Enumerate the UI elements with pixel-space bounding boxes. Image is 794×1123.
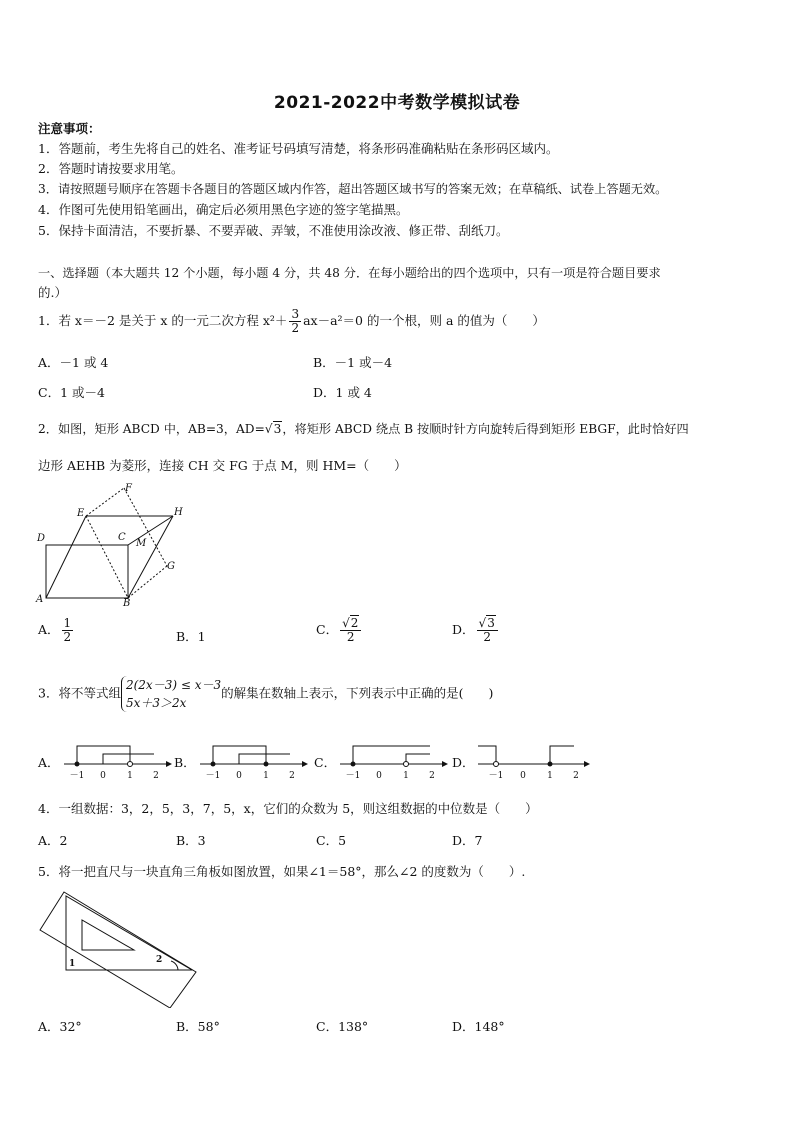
svg-text:0: 0 [376,771,382,781]
q4-option-c[interactable]: C．5 [316,833,347,848]
q5-option-d[interactable]: D．148° [452,1019,505,1034]
q1-option-d[interactable]: D．1 或 4 [313,385,372,400]
q5-figure [36,890,198,1008]
q3-option-c-label[interactable]: C． [314,755,337,770]
notice-heading: 注意事项： [38,121,101,136]
question-2-stem-cont: 边形 AEHB 为菱形，连接 CH 交 FG 于点 M，则 HM=（ ） [38,458,407,473]
svg-text:1: 1 [263,771,269,781]
label-m: M [136,538,147,549]
q3-numberline-c [338,740,448,782]
svg-text:－1: －1 [345,771,361,781]
q3-numberline-a [62,740,172,782]
segment-eb [86,516,128,598]
segment-gb [128,566,167,598]
svg-text:2: 2 [289,771,295,781]
svg-text:0: 0 [100,771,106,781]
q2-option-b[interactable]: B．1 [176,629,206,644]
label-g: G [167,561,175,572]
notice-item: 5．保持卡面清洁，不要折暴、不要弄破、弄皱，不准使用涂改液、修正带、刮纸刀。 [38,223,509,238]
svg-text:2: 2 [429,771,435,781]
svg-text:1: 1 [403,771,409,781]
inequality-system: 2(2x－3) ≤ x－3 5x＋3＞2x [121,676,221,712]
q2-option-d[interactable]: D． $\frac{√3}{2}$ [452,617,500,644]
segment-fg [124,488,167,566]
q2-option-a[interactable]: A． $\frac{1}{2}$ [38,616,72,644]
notice-item: 3．请按照题号顺序在答题卡各题目的答题区域内作答，超出答题区域书写的答案无效；在草稿纸、试卷上答题无效。 [38,182,668,196]
q2-option-c[interactable]: C． $\frac{√2}{2}$ [316,617,363,644]
label-h: H [174,507,183,518]
segment-ch [128,516,173,545]
q3-option-a-label[interactable]: A． [38,755,60,770]
q4-option-a[interactable]: A．2 [38,833,68,848]
notice-item: 1．答题前，考生先将自己的姓名、准考证号码填写清楚，将条形码准确粘贴在条形码区域内。 [38,141,559,156]
question-5-stem: 5．将一把直尺与一块直角三角板如图放置，如果∠1＝58°，那么∠2 的度数为（ ）. [38,864,526,879]
question-4-stem: 4．一组数据：3，2，5，3，7，5，x，它们的众数为 5，则这组数据的中位数是（ ） [38,801,538,816]
segment-hb [128,516,173,598]
notice-item: 2．答题时请按要求用笔。 [38,161,184,176]
segment-ef [86,488,124,516]
q1-option-c[interactable]: C．1 或－4 [38,385,105,400]
svg-text:0: 0 [236,771,242,781]
section-heading-cont: 的.） [38,285,67,300]
notice-item: 4．作图可先使用铅笔画出，确定后必须用黑色字迹的签字笔描黑。 [38,202,409,217]
svg-text:－1: －1 [488,771,504,781]
q1-option-a[interactable]: A．－1 或 4 [38,355,109,370]
q1-option-b[interactable]: B．－1 或－4 [313,355,393,370]
angle-1-label: 1 [69,959,76,969]
q3-numberline-d [476,740,592,782]
triangle-inner [82,920,134,950]
label-b: B [123,598,131,608]
triangle-outer [66,896,192,970]
angle-2-label: 2 [156,955,163,965]
q5-option-b[interactable]: B．58° [176,1019,220,1034]
label-d: D [37,533,46,544]
label-e: E [77,508,85,519]
question-3-stem: 3．将不等式组 2(2x－3) ≤ x－3 5x＋3＞2x 的解集在数轴上表示，下列表示中正确的是( ) [38,678,494,710]
svg-text:－1: －1 [205,771,221,781]
page-title: 2021-2022中考数学模拟试卷 [273,93,521,113]
svg-text:2: 2 [153,771,159,781]
q5-option-c[interactable]: C．138° [316,1019,369,1034]
section-heading: 一、选择题（本大题共 12 个小题，每小题 4 分，共 48 分．在每小题给出的四个选项中，只有一项是符合题目要求 [38,266,661,280]
q3-option-b-label[interactable]: B． [174,755,196,770]
q2-figure [34,478,184,608]
rectangle-abcd [46,545,128,598]
svg-text:1: 1 [547,771,553,781]
segment-ae [46,516,86,598]
svg-text:2: 2 [573,771,579,781]
q4-option-d[interactable]: D．7 [452,833,483,848]
svg-text:1: 1 [127,771,133,781]
label-f: F [125,483,132,494]
angle-2-arc [171,961,178,970]
q4-option-b[interactable]: B．3 [176,833,206,848]
q3-numberline-b [198,740,308,782]
question-2-stem: 2．如图，矩形 ABCD 中，AB=3，AD=√3，将矩形 ABCD 绕点 B 按顺时针方向旋转后得到矩形 EBGF，此时恰好四 [38,422,689,436]
label-a: A [36,594,44,605]
fraction: $\frac{3}{2}$ [291,307,300,335]
svg-text:0: 0 [520,771,526,781]
svg-text:－1: －1 [69,771,85,781]
question-1-stem: 1．若 x＝－2 是关于 x 的一元二次方程 x²＋ $\frac{3}{2}$ ax－a²＝0 的一个根，则 a 的值为（ ） [38,307,545,335]
label-c: C [118,532,126,543]
q3-option-d-label[interactable]: D． [452,755,475,770]
q5-option-a[interactable]: A．32° [38,1019,82,1034]
